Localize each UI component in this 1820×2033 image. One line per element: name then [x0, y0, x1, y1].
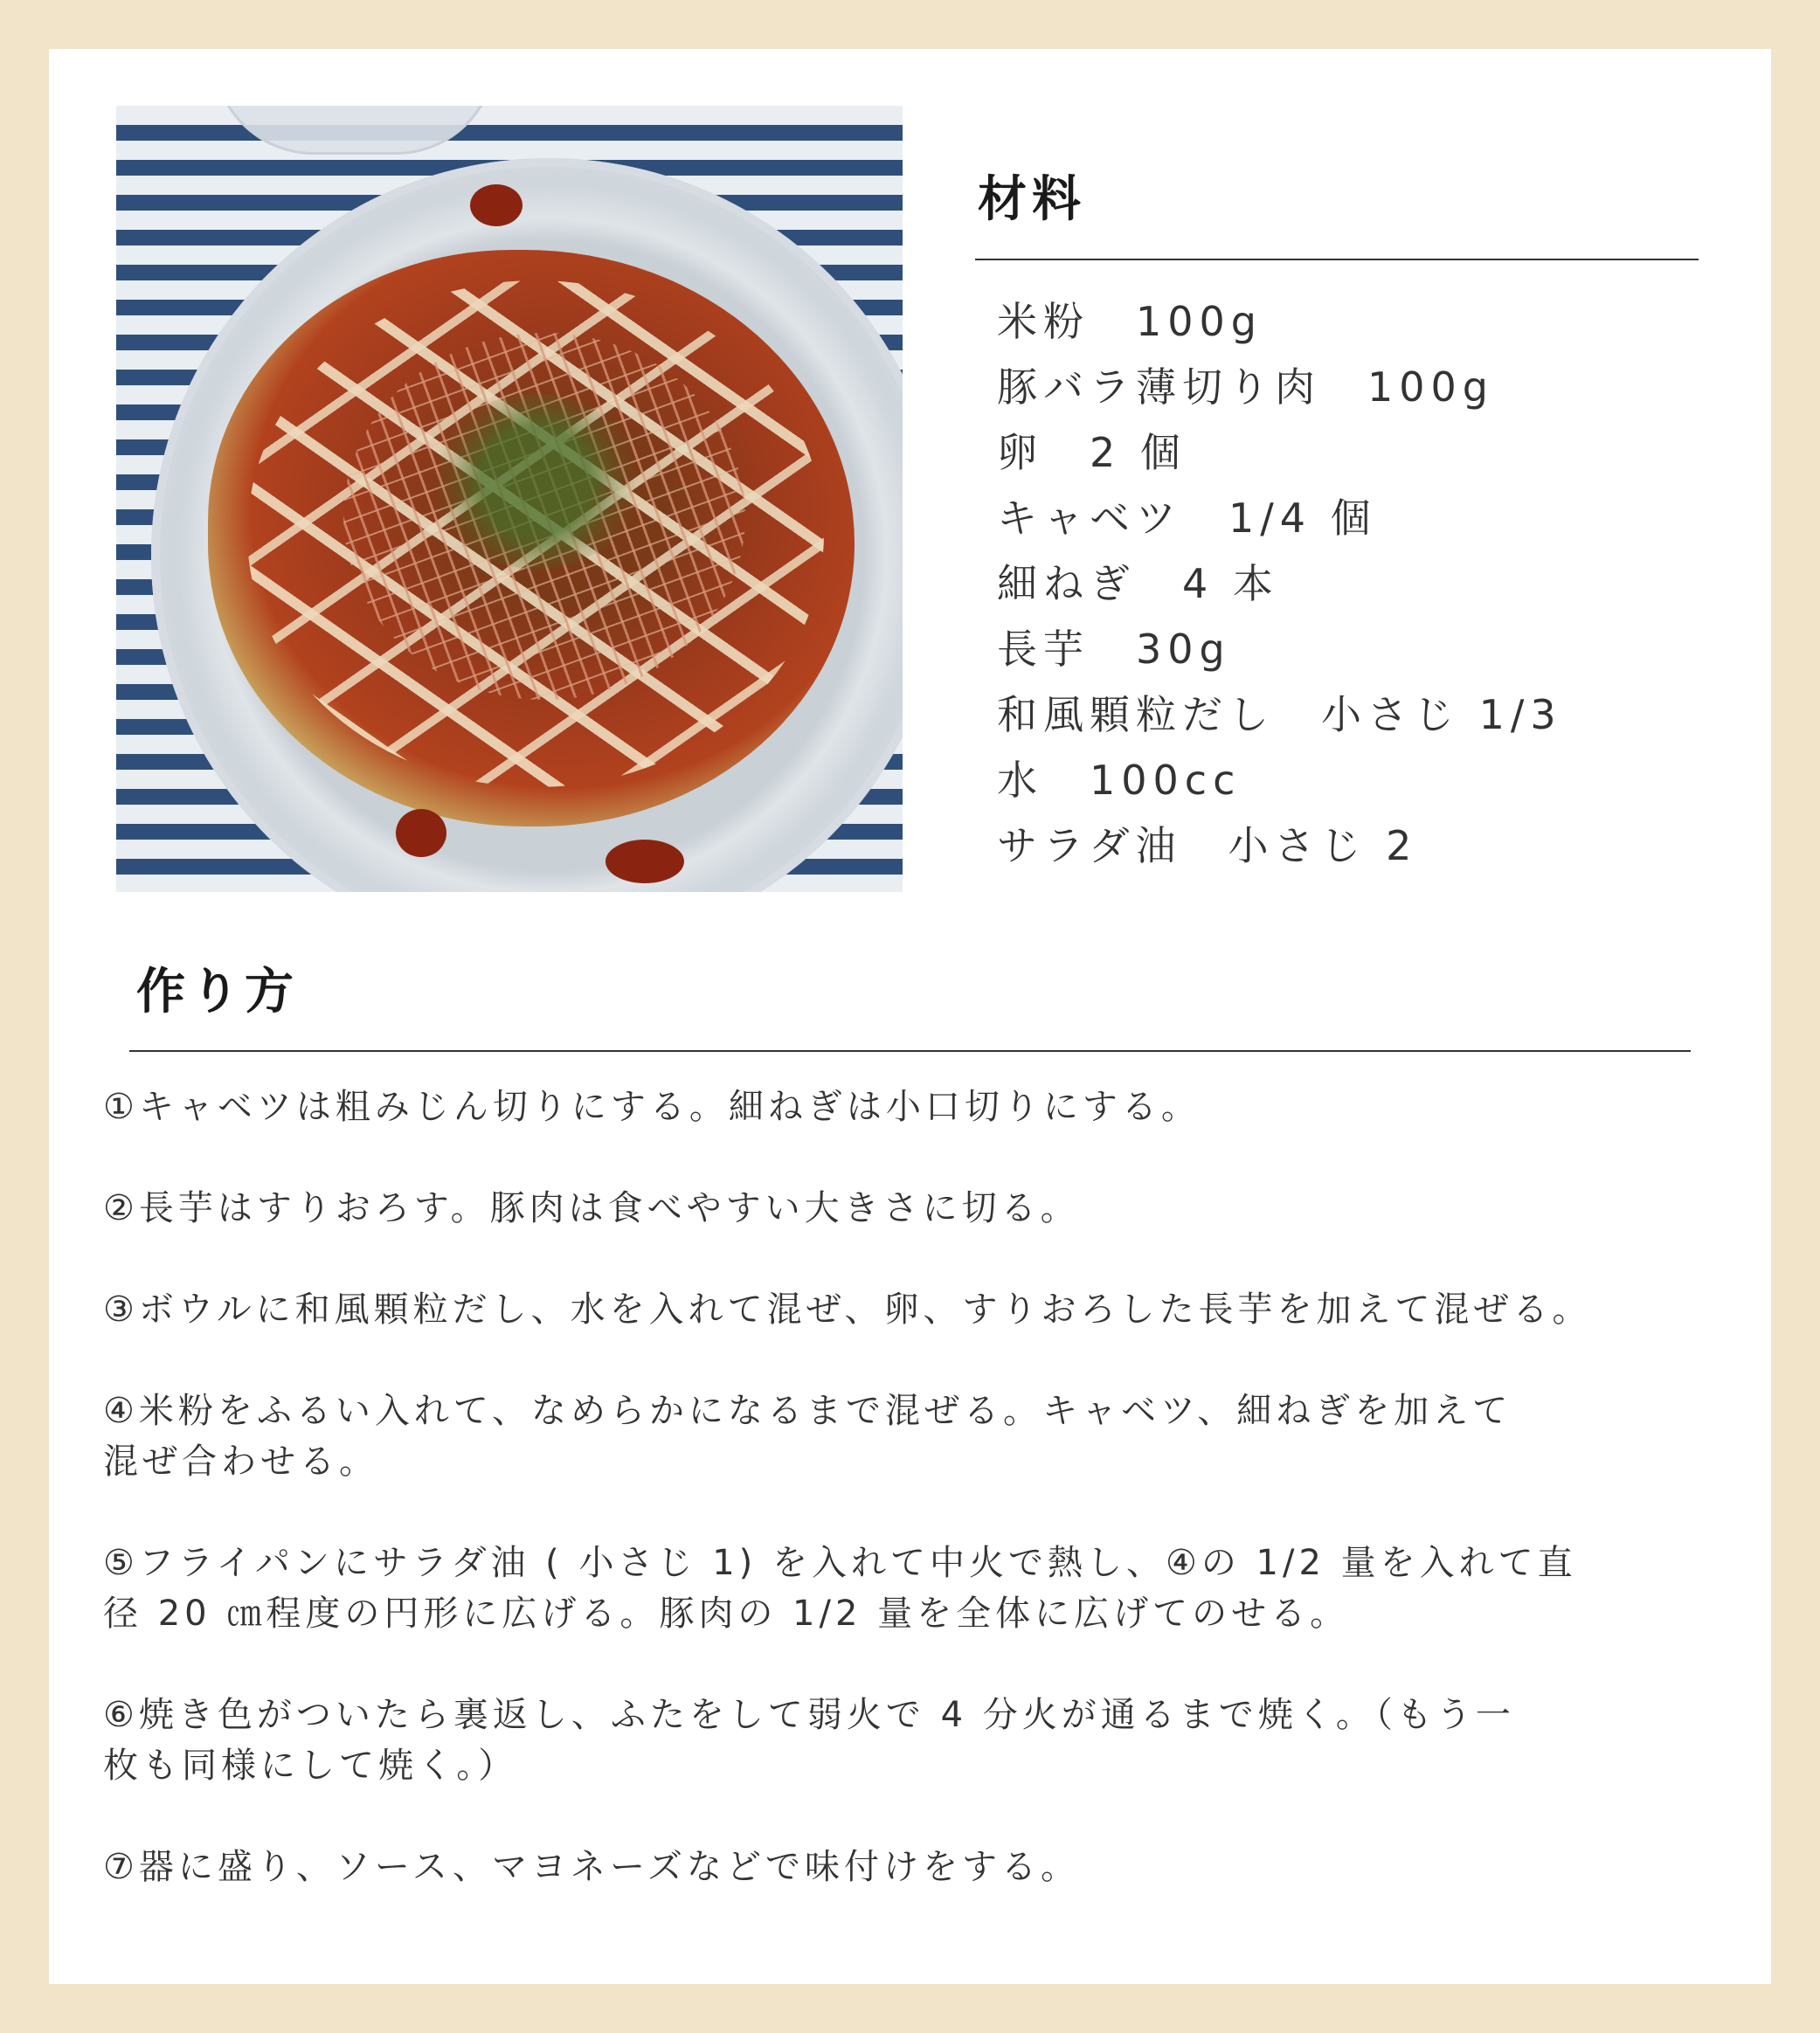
ingredients-heading: 材料 — [978, 171, 1086, 228]
ingredient-item: 水 100cc — [997, 757, 1242, 804]
aonori-flakes — [431, 394, 640, 569]
step-item: ①キャベツは粗みじん切りにする。細ねぎは小口切りにする。 — [103, 1087, 1201, 1127]
sauce-drop — [396, 809, 446, 857]
step-item: ④米粉をふるい入れて、なめらかになるまで混ぜる。キャベツ、細ねぎを加えて 混ぜ合わせる。 — [103, 1391, 1512, 1482]
method-steps — [103, 1082, 1658, 1943]
ingredient-item: 卵 2 個 — [997, 429, 1187, 476]
ingredient-item: 長芋 30g — [997, 626, 1231, 673]
recipe-card — [49, 49, 1771, 1984]
ingredient-item: キャベツ 1/4 個 — [997, 494, 1377, 542]
ingredient-item: 細ねぎ 4 本 — [997, 560, 1279, 607]
method-divider — [129, 1050, 1691, 1052]
ingredient-item: 和風顆粒だし 小さじ 1/3 — [997, 691, 1562, 738]
step-item: ③ボウルに和風顆粒だし、水を入れて混ぜ、卵、すりおろした長芋を加えて混ぜる。 — [103, 1290, 1592, 1330]
sauce-drop — [470, 184, 522, 226]
glass-bowl — [212, 106, 497, 155]
ingredient-item: 米粉 100g — [997, 298, 1263, 345]
method-heading: 作り方 — [136, 964, 299, 1020]
okonomiyaki-photo — [116, 106, 903, 892]
ingredient-list — [997, 289, 1562, 879]
step-item: ②長芋はすりおろす。豚肉は食べやすい大きさに切る。 — [103, 1188, 1080, 1228]
ingredient-item: 豚バラ薄切り肉 100g — [997, 363, 1494, 411]
step-item: ⑦器に盛り、ソース、マヨネーズなどで味付けをする。 — [103, 1847, 1081, 1887]
sauce-drop — [606, 840, 684, 883]
ingredients-divider — [975, 259, 1699, 260]
step-item: ⑤フライパンにサラダ油 ( 小さじ 1) を入れて中火で熱し、④の 1/2 量を入れて直 径 20 ㎝程度の円形に広げる。豚肉の 1/2 量を全体に広げてのせる。 — [103, 1543, 1577, 1634]
ingredient-item: サラダ油 小さじ 2 — [997, 822, 1418, 869]
step-item: ⑥焼き色がついたら裏返し、ふたをして弱火で 4 分火が通るまで焼く。（もう一 枚も同様にして焼く。） — [103, 1695, 1515, 1786]
